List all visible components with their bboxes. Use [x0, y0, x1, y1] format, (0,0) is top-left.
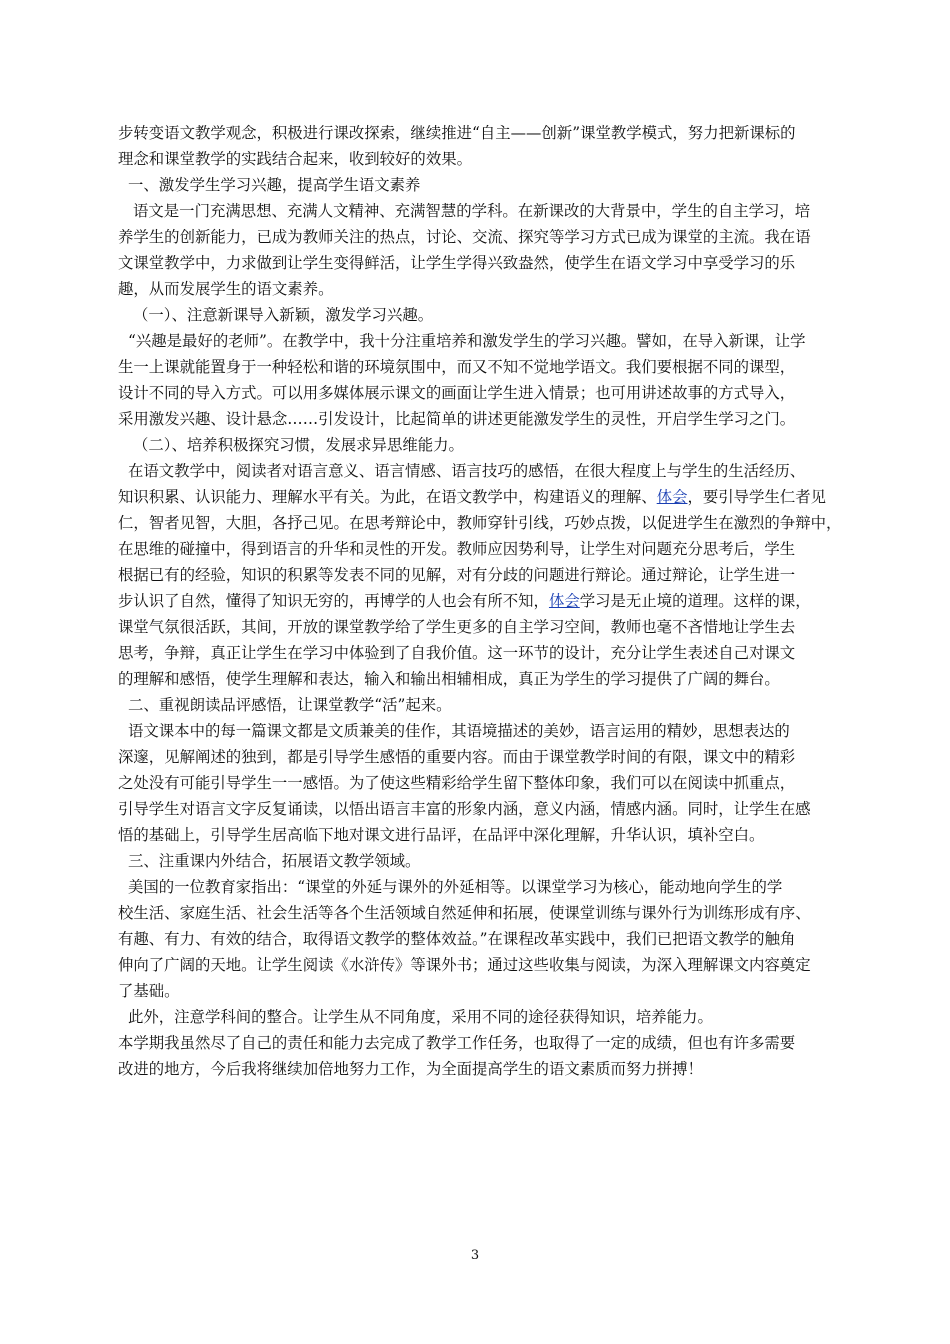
text-line: 引导学生对语言文字反复诵读，以悟出语言丰富的形象内涵，意义内涵，情感内涵。同时，让学生在感 [118, 800, 811, 818]
text-line: 本学期我虽然尽了自己的责任和能力去完成了教学工作任务，也取得了一定的成绩，但也有许多需要 [118, 1034, 796, 1052]
text-line: 深邃，见解阐述的独到，都是引导学生感悟的重要内容。而由于课堂教学时间的有限，课文中的精彩 [118, 748, 796, 766]
text-line: 养学生的创新能力，已成为教师关注的热点，讨论、交流、探究等学习方式已成为课堂的主流。我在语 [118, 228, 811, 246]
text-line: 伸向了广阔的天地。让学生阅读《水浒传》等课外书；通过这些收集与阅读，为深入理解课文内容奠定 [118, 956, 811, 974]
subsection-heading: （二）、培养积极探究习惯，发展求异思维能力。 [133, 436, 464, 454]
text-line: 文课堂教学中，力求做到让学生变得鲜活，让学生学得兴致盎然，使学生在语文学习中享受学习的乐 [118, 254, 796, 272]
text-line: 在思维的碰撞中，得到语言的升华和灵性的开发。教师应因势利导，让学生对问题充分思考后，学生 [118, 540, 796, 558]
text-line-with-link [118, 484, 846, 510]
text-line: 思考，争辩，真正让学生在学习中体验到了自我价值。这一环节的设计，充分让学生表述自己对课文 [118, 644, 796, 662]
page-number: 3 [470, 1248, 480, 1263]
text-line: 根据已有的经验，知识的积累等发表不同的见解，对有分歧的问题进行辩论。通过辩论，让学生进一 [118, 566, 796, 584]
tihui-link[interactable]: 体会 [548, 592, 580, 610]
text-line: 美国的一位教育家指出：“课堂的外延与课外的外延相等。以课堂学习为核心，能动地向学生的学 [128, 878, 783, 896]
text-line: 理念和课堂教学的实践结合起来，收到较好的效果。 [118, 150, 472, 168]
text-line: 此外，注意学科间的整合。让学生从不同角度，采用不同的途径获得知识，培养能力。 [128, 1008, 713, 1026]
text-line: 步转变语文教学观念，积极进行课改探索，继续推进“自主——创新”课堂教学模式，努力把新课标的 [118, 124, 796, 142]
document-body [118, 120, 846, 1082]
text-segment: ，要引导学生仁者见 [687, 488, 827, 506]
text-line: 在语文教学中，阅读者对语言意义、语言情感、语言技巧的感悟，在很大程度上与学生的生活经历、 [128, 462, 806, 480]
text-line: 课堂气氛很活跃，其间，开放的课堂教学给了学生更多的自主学习空间，教师也毫不吝惜地让学生去 [118, 618, 796, 636]
tihui-link[interactable]: 体会 [656, 488, 688, 506]
text-segment: 知识积累、认识能力、理解水平有关。为此，在语文教学中，构建语义的理解、 [118, 488, 657, 506]
text-line: 了基础。 [118, 982, 180, 1000]
section-heading: 一、激发学生学习兴趣，提高学生语文素养 [128, 176, 421, 194]
text-line: 改进的地方，今后我将继续加倍地努力工作，为全面提高学生的语文素质而努力拼搏！ [118, 1060, 703, 1078]
text-line: 语文课本中的每一篇课文都是文质兼美的佳作，其语境描述的美妙，语言运用的精妙，思想表达的 [128, 722, 790, 740]
text-line: 语文是一门充满思想、充满人文精神、充满智慧的学科。在新课改的大背景中，学生的自主学习，培 [133, 202, 811, 220]
text-line: 设计不同的导入方式。可以用多媒体展示课文的画面让学生进入情景；也可用讲述故事的方式导入， [118, 384, 796, 402]
text-line: 生一上课就能置身于一种轻松和谐的环境氛围中，而又不知不觉地学语文。我们要根据不同的课型， [118, 358, 796, 376]
text-line: 校生活、家庭生活、社会生活等各个生活领域自然延伸和拓展，使课堂训练与课外行为训练形成有序、 [118, 904, 811, 922]
text-line: 仁，智者见智，大胆，各抒己见。在思考辩论中，教师穿针引线，巧妙点拨，以促进学生在激烈的争辩中， [118, 514, 842, 532]
text-line: “兴趣是最好的老师”。在教学中，我十分注重培养和激发学生的学习兴趣。譬如，在导入新课，让学 [128, 332, 806, 350]
subsection-heading: （一）、注意新课导入新颖，激发学习兴趣。 [133, 306, 434, 324]
section-heading: 三、注重课内外结合，拓展语文教学领域。 [128, 852, 421, 870]
text-line: 悟的基础上，引导学生居高临下地对课文进行品评，在品评中深化理解，升华认识，填补空白。 [118, 826, 765, 844]
text-line: 之处没有可能引导学生一一感悟。为了使这些精彩给学生留下整体印象，我们可以在阅读中抓重点， [118, 774, 796, 792]
text-line: 趣，从而发展学生的语文素养。 [118, 280, 334, 298]
text-line-with-link [118, 588, 846, 614]
text-line: 有趣、有力、有效的结合，取得语文教学的整体效益。”在课程改革实践中，我们已把语文教学的触角 [118, 930, 796, 948]
text-segment: 学习是无止境的道理。这样的课， [579, 592, 811, 610]
text-segment: 步认识了自然，懂得了知识无穷的，再博学的人也会有所不知， [118, 592, 549, 610]
text-line: 的理解和感悟，使学生理解和表达，输入和输出相辅相成，真正为学生的学习提供了广阔的舞台。 [118, 670, 780, 688]
text-line: 采用激发兴趣、设计悬念……引发设计，比起简单的讲述更能激发学生的灵性，开启学生学习之门。 [118, 410, 796, 428]
section-heading: 二、重视朗读品评感悟，让课堂教学“活”起来。 [128, 696, 452, 714]
